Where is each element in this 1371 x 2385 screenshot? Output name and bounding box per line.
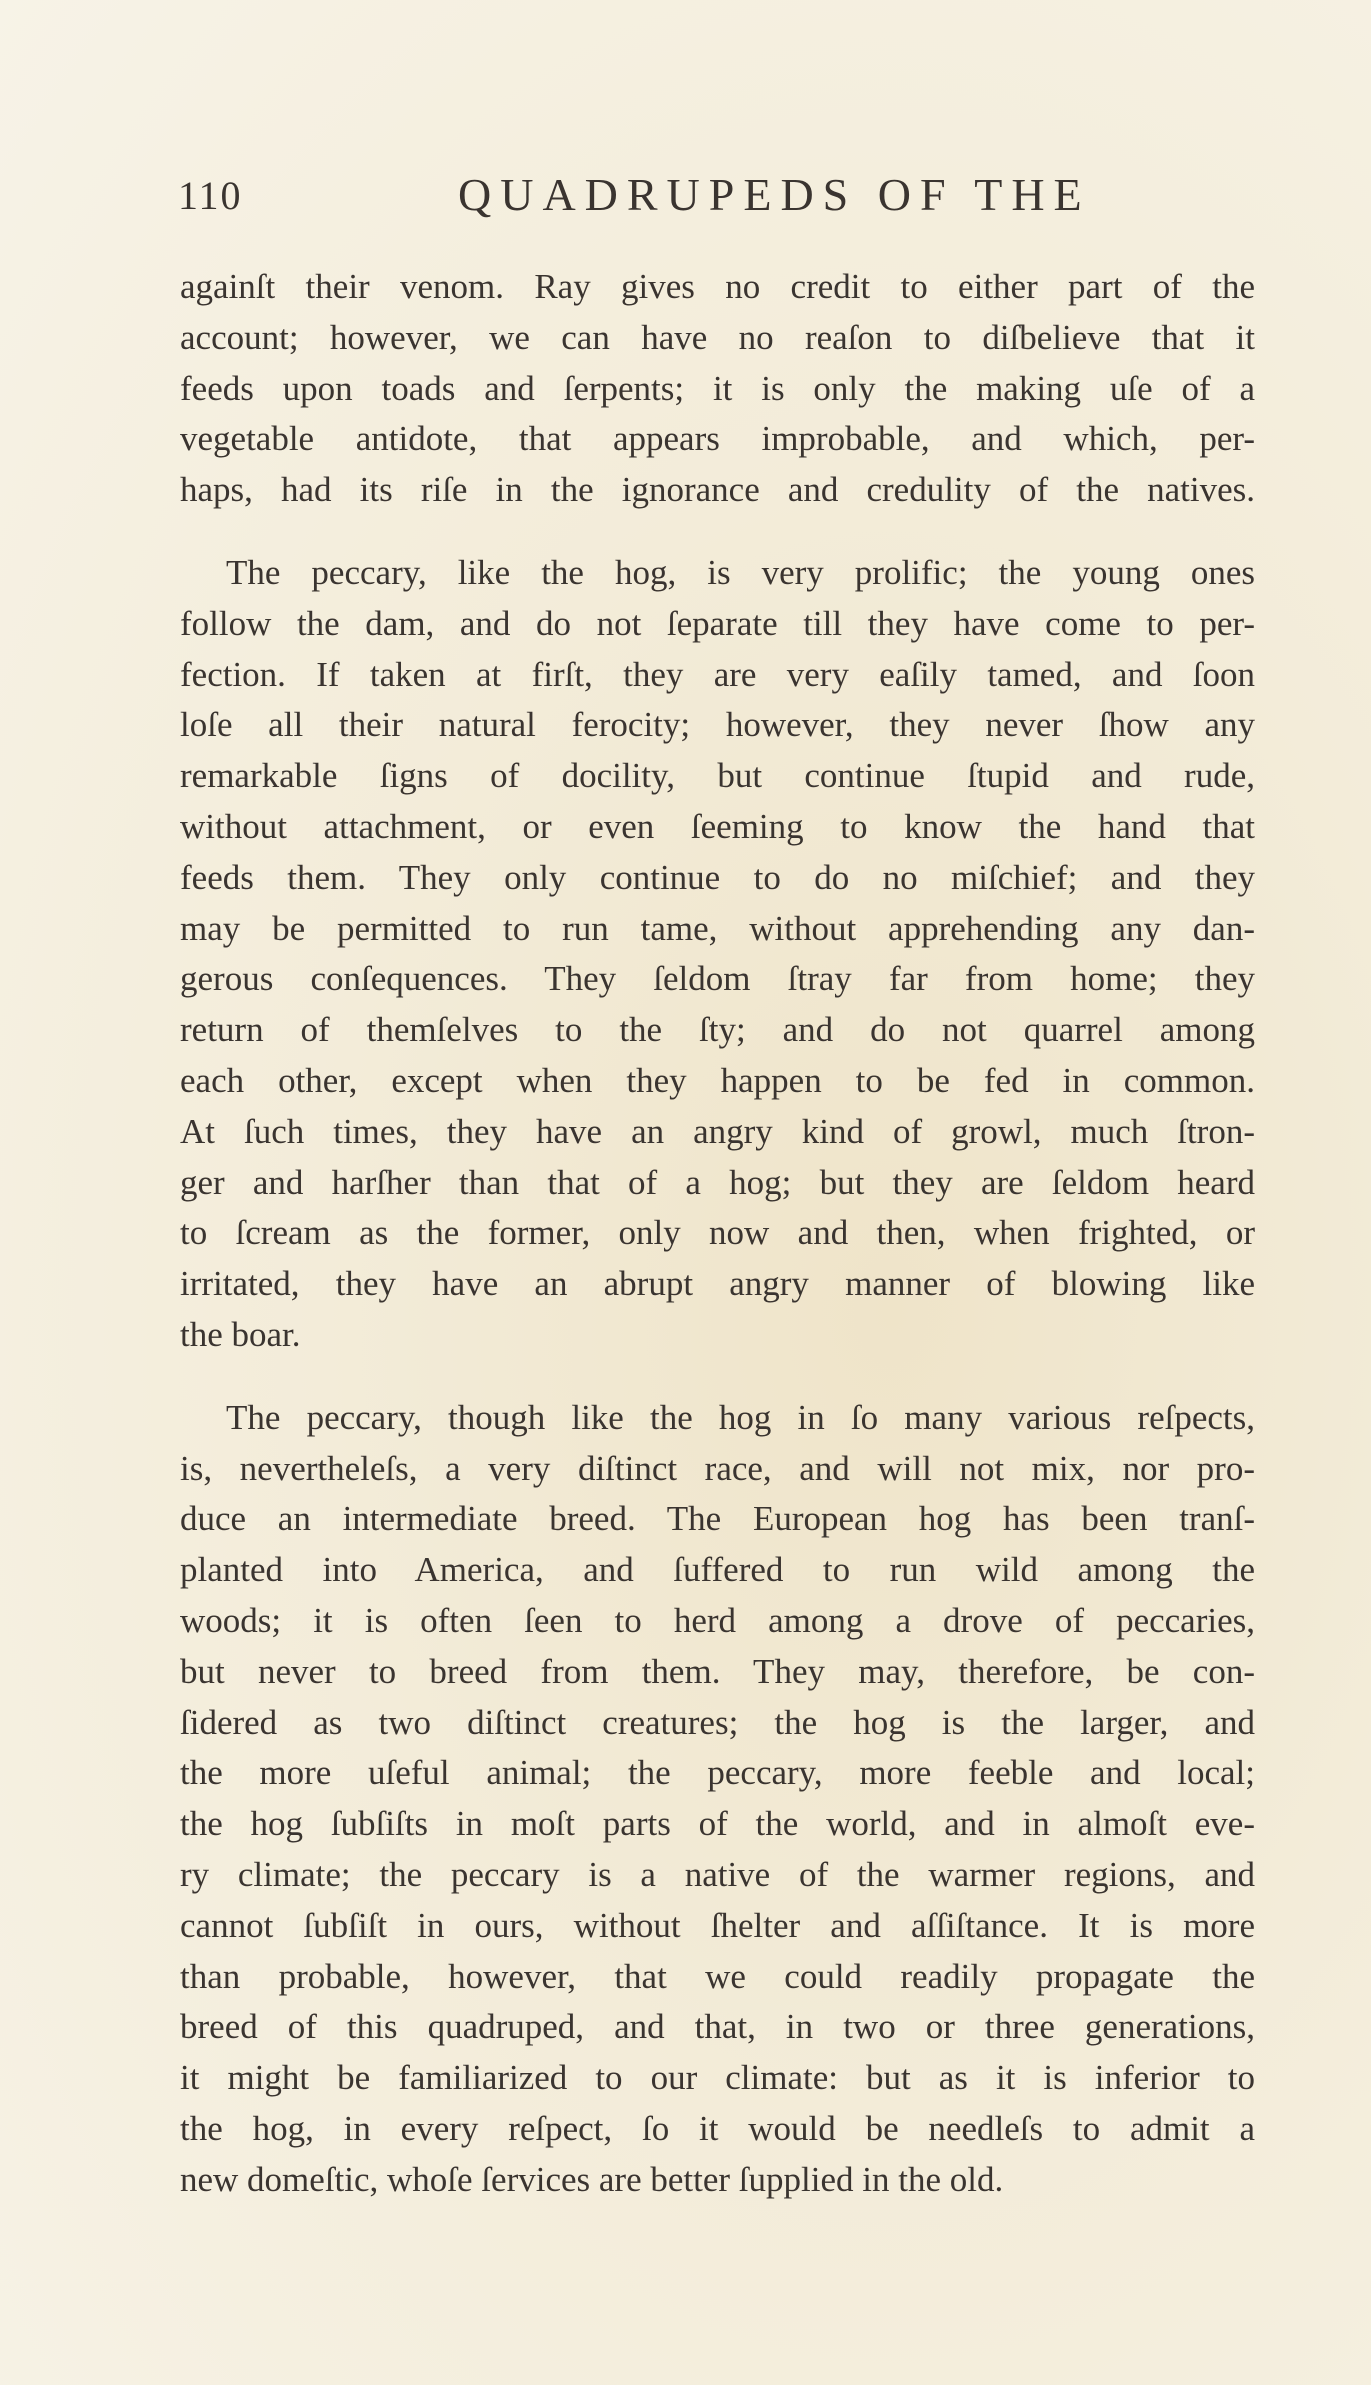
text-line: account; however, we can have no reaſon to diſbelieve that it xyxy=(180,317,1255,357)
text-line: may be permitted to run tame, without apprehending any dan- xyxy=(180,908,1255,948)
text-line: the more uſeful animal; the peccary, more feeble and local; xyxy=(180,1753,1255,1793)
text-line: ſidered as two diſtinct creatures; the hog is the larger, and xyxy=(180,1702,1255,1742)
text-line: gerous conſequences. They ſeldom ſtray far from home; they xyxy=(180,959,1255,999)
running-head: QUADRUPEDS OF THE xyxy=(458,169,1091,220)
text-line: the boar. xyxy=(180,1314,301,1354)
text-line: feeds them. They only continue to do no miſchief; and they xyxy=(180,857,1255,897)
text-line: than probable, however, that we could readily propagate the xyxy=(180,1956,1255,1996)
page-header xyxy=(178,168,1178,228)
paragraph-gap xyxy=(180,1361,1255,1393)
text-line: At ſuch times, they have an angry kind of growl, much ſtron- xyxy=(180,1111,1255,1151)
page-number: 110 xyxy=(178,173,243,218)
text-line: cannot ſubſiſt in ours, without ſhelter and aſſiſtance. It is more xyxy=(180,1905,1255,1945)
paragraph-gap xyxy=(180,516,1255,548)
text-line: irritated, they have an abrupt angry manner of blowing like xyxy=(180,1264,1255,1304)
text-line: fection. If taken at firſt, they are very eaſily tamed, and ſoon xyxy=(180,654,1255,694)
paragraph-1 xyxy=(180,262,1255,516)
text-line: loſe all their natural ferocity; however, they never ſhow any xyxy=(180,705,1255,745)
text-line: new domeſtic, whoſe ſervices are better ſupplied in the old. xyxy=(180,2159,1004,2199)
text-line: remarkable ſigns of docility, but continue ſtupid and rude, xyxy=(180,756,1255,796)
text-line: woods; it is often ſeen to herd among a drove of peccaries, xyxy=(180,1600,1255,1640)
text-line: without attachment, or even ſeeming to know the hand that xyxy=(180,806,1255,846)
text-line: ger and harſher than that of a hog; but they are ſeldom heard xyxy=(180,1162,1255,1202)
text-line: each other, except when they happen to be fed in common. xyxy=(180,1060,1255,1100)
text-line: to ſcream as the former, only now and then, when frighted, or xyxy=(180,1213,1255,1253)
text-line: but never to breed from them. They may, therefore, be con- xyxy=(180,1651,1255,1691)
text-line: is, nevertheleſs, a very diſtinct race, and will not mix, nor pro- xyxy=(180,1448,1255,1488)
text-line: follow the dam, and do not ſeparate till they have come to per- xyxy=(180,603,1255,643)
text-line: breed of this quadruped, and that, in two or three generations, xyxy=(180,2007,1255,2047)
text-line: it might be familiarized to our climate: but as it is inferior to xyxy=(180,2058,1255,2098)
text-line: haps, had its riſe in the ignorance and credulity of the natives. xyxy=(180,470,1255,510)
text-line: duce an intermediate breed. The European hog has been tranſ- xyxy=(180,1499,1255,1539)
paragraph-2 xyxy=(180,548,1255,1361)
text-line: return of themſelves to the ſty; and do not quarrel among xyxy=(180,1010,1255,1050)
text-line: againſt their venom. Ray gives no credit to either part of the xyxy=(180,267,1255,306)
text-line: planted into America, and ſuffered to run wild among the xyxy=(180,1550,1255,1590)
text-line: The peccary, like the hog, is very prolific; the young ones xyxy=(226,552,1255,592)
body-text xyxy=(180,262,1255,2205)
text-line: ry climate; the peccary is a native of the warmer regions, and xyxy=(180,1854,1255,1894)
paragraph-3 xyxy=(180,1393,1255,2206)
text-line: the hog, in every reſpect, ſo it would be needleſs to admit a xyxy=(180,2108,1255,2148)
text-line: The peccary, though like the hog in ſo many various reſpects, xyxy=(226,1397,1255,1437)
text-line: vegetable antidote, that appears improbable, and which, per- xyxy=(180,419,1255,459)
text-line: feeds upon toads and ſerpents; it is only the making uſe of a xyxy=(180,368,1255,408)
text-line: the hog ſubſiſts in moſt parts of the world, and in almoſt eve- xyxy=(180,1804,1255,1844)
